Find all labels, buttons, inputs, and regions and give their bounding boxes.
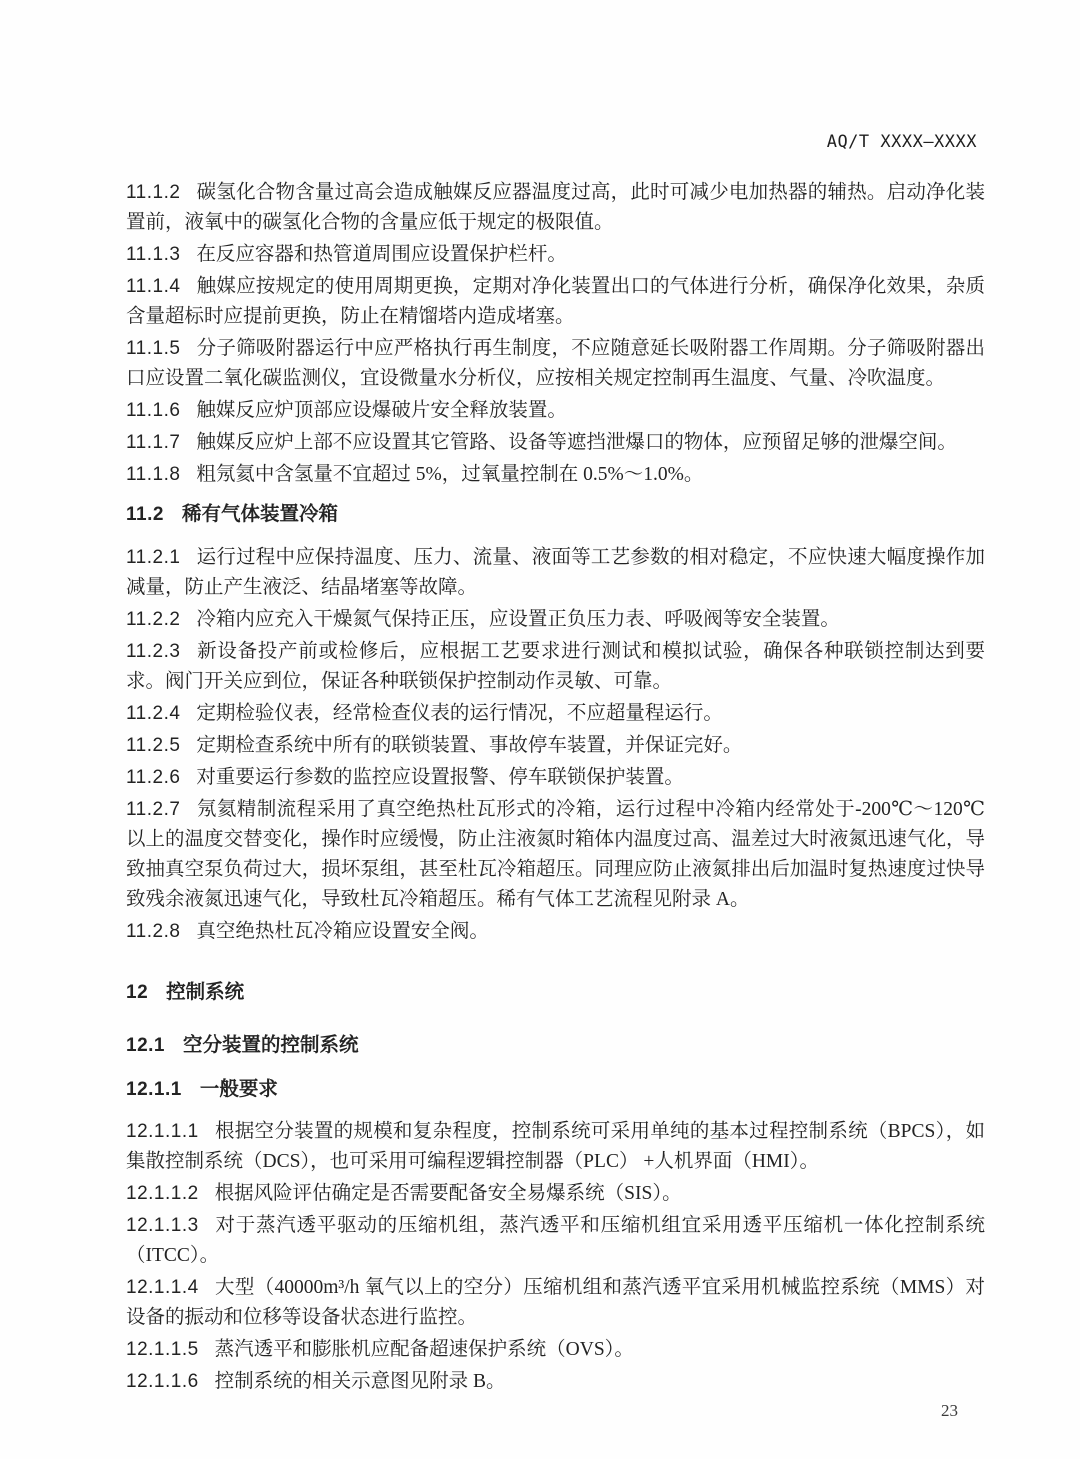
clause-text: 稀有气体装置冷箱 bbox=[181, 503, 338, 525]
section-heading bbox=[126, 1030, 985, 1061]
clause-text: 新设备投产前或检修后，应根据工艺要求进行测试和模拟试验，确保各种联锁控制达到要求。阀门开关应到位，保证各种联锁保护控制动作灵敏、可靠。 bbox=[126, 641, 985, 692]
clause-paragraph bbox=[126, 396, 985, 426]
document-header bbox=[126, 133, 977, 151]
clause-text: 根据风险评估确定是否需要配备安全易爆系统（SIS）。 bbox=[214, 1183, 682, 1204]
clause-text: 蒸汽透平和膨胀机应配备超速保护系统（OVS）。 bbox=[214, 1339, 634, 1360]
clause-text: 分子筛吸附器运行中应严格执行再生制度，不应随意延长吸附器工作周期。分子筛吸附器出口应设置二氧化碳监测仪，宜设微量水分析仪，应按相关规定控制再生温度、气量、冷吹温度。 bbox=[126, 338, 985, 389]
clause-text: 粗氖氦中含氢量不宜超过 5%，过氧量控制在 0.5%～1.0%。 bbox=[196, 464, 704, 485]
clause-text: 空分装置的控制系统 bbox=[182, 1034, 359, 1056]
clause-paragraph bbox=[126, 178, 985, 238]
clause-paragraph bbox=[126, 1117, 985, 1177]
clause-number: 11.1.7 bbox=[126, 432, 181, 453]
clause-paragraph bbox=[126, 1273, 985, 1333]
clause-text: 根据空分装置的规模和复杂程度，控制系统可采用单纯的基本过程控制系统（BPCS），如集散控制系统（DCS），也可采用可编程逻辑控制器（PLC） +人机界面（HMI）。 bbox=[126, 1121, 985, 1172]
clause-number: 11.2.8 bbox=[126, 921, 181, 942]
clause-paragraph bbox=[126, 334, 985, 394]
clause-number: 12.1.1.5 bbox=[126, 1339, 199, 1360]
clause-paragraph bbox=[126, 637, 985, 697]
clause-number: 11.1.4 bbox=[126, 276, 181, 297]
clause-text: 触媒应按规定的使用周期更换，定期对净化装置出口的气体进行分析，确保净化效果，杂质含量超标时应提前更换，防止在精馏塔内造成堵塞。 bbox=[126, 276, 985, 327]
page-number: 23 bbox=[941, 1401, 958, 1420]
clause-text: 控制系统 bbox=[166, 981, 245, 1003]
clause-text: 定期检验仪表，经常检查仪表的运行情况，不应超量程运行。 bbox=[196, 703, 723, 724]
clause-text: 控制系统的相关示意图见附录 B。 bbox=[214, 1371, 506, 1392]
clause-paragraph bbox=[126, 605, 985, 635]
clause-number: 11.2.7 bbox=[126, 799, 181, 820]
clause-paragraph bbox=[126, 428, 985, 458]
clause-number: 11.2.3 bbox=[126, 641, 181, 662]
clause-text: 触媒反应炉上部不应设置其它管路、设备等遮挡泄爆口的物体，应预留足够的泄爆空间。 bbox=[196, 432, 957, 453]
document-footer bbox=[941, 1401, 958, 1421]
clause-paragraph bbox=[126, 795, 985, 915]
standard-code: AQ/T XXXX—XXXX bbox=[826, 132, 977, 152]
clause-number: 11.1.3 bbox=[126, 244, 181, 265]
clause-number: 12.1.1.3 bbox=[126, 1215, 199, 1236]
clause-paragraph bbox=[126, 699, 985, 729]
clause-text: 氖氦精制流程采用了真空绝热杜瓦形式的冷箱，运行过程中冷箱内经常处于-200℃～120℃以上的温度交替变化，操作时应缓慢，防止注液氮时箱体内温度过高、温差过大时液氮迅速气化，导致抽真空泵负荷过大，损坏泵组，甚至杜瓦冷箱超压。同理应防止液氮排出后加温时复热速度过快导致残余液氮迅速气化，导致杜瓦冷箱超压。稀有气体工艺流程见附录 A。 bbox=[126, 799, 985, 910]
clause-number: 12.1 bbox=[126, 1035, 165, 1056]
clause-number: 12.1.1.4 bbox=[126, 1277, 199, 1298]
clause-text: 真空绝热杜瓦冷箱应设置安全阀。 bbox=[196, 921, 489, 942]
clause-text: 触媒反应炉顶部应设爆破片安全释放装置。 bbox=[196, 400, 567, 421]
clause-number: 11.1.8 bbox=[126, 464, 181, 485]
clause-paragraph bbox=[126, 543, 985, 603]
clause-number: 11.2 bbox=[126, 504, 164, 525]
clause-number: 12.1.1.1 bbox=[126, 1121, 199, 1142]
clause-text: 一般要求 bbox=[199, 1078, 278, 1100]
clause-paragraph bbox=[126, 731, 985, 761]
section-heading bbox=[126, 977, 985, 1008]
clause-text: 对重要运行参数的监控应设置报警、停车联锁保护装置。 bbox=[196, 767, 684, 788]
clause-number: 12.1.1 bbox=[126, 1079, 182, 1100]
clause-text: 定期检查系统中所有的联锁装置、事故停车装置，并保证完好。 bbox=[196, 735, 743, 756]
clause-paragraph bbox=[126, 1335, 985, 1365]
clause-number: 11.2.1 bbox=[126, 547, 181, 568]
clause-number: 11.2.4 bbox=[126, 703, 181, 724]
clause-text: 对于蒸汽透平驱动的压缩机组，蒸汽透平和压缩机组宜采用透平压缩机一体化控制系统（ITCC）。 bbox=[126, 1215, 985, 1266]
clause-text: 大型（40000m³/h 氧气以上的空分）压缩机组和蒸汽透平宜采用机械监控系统（MMS）对设备的振动和位移等设备状态进行监控。 bbox=[126, 1277, 985, 1328]
clause-paragraph bbox=[126, 1367, 985, 1397]
clause-paragraph bbox=[126, 917, 985, 947]
clause-number: 12 bbox=[126, 982, 149, 1003]
clause-number: 12.1.1.6 bbox=[126, 1371, 199, 1392]
clause-paragraph bbox=[126, 763, 985, 793]
clause-text: 碳氢化合物含量过高会造成触媒反应器温度过高，此时可减少电加热器的辅热。启动净化装置前，液氧中的碳氢化合物的含量应低于规定的极限值。 bbox=[126, 182, 985, 233]
clause-number: 11.2.6 bbox=[126, 767, 181, 788]
clause-text: 冷箱内应充入干燥氮气保持正压，应设置正负压力表、呼吸阀等安全装置。 bbox=[196, 609, 840, 630]
clause-text: 在反应容器和热管道周围应设置保护栏杆。 bbox=[196, 244, 567, 265]
clause-paragraph bbox=[126, 1179, 985, 1209]
section-heading bbox=[126, 499, 985, 530]
clause-paragraph bbox=[126, 460, 985, 490]
clause-paragraph bbox=[126, 1211, 985, 1271]
document-body bbox=[126, 178, 985, 1397]
clause-text: 运行过程中应保持温度、压力、流量、液面等工艺参数的相对稳定，不应快速大幅度操作加减量，防止产生液泛、结晶堵塞等故障。 bbox=[126, 547, 985, 598]
clause-number: 11.2.5 bbox=[126, 735, 181, 756]
clause-number: 11.1.6 bbox=[126, 400, 181, 421]
clause-number: 12.1.1.2 bbox=[126, 1183, 199, 1204]
clause-paragraph bbox=[126, 240, 985, 270]
clause-number: 11.1.2 bbox=[126, 182, 181, 203]
clause-paragraph bbox=[126, 272, 985, 332]
clause-number: 11.1.5 bbox=[126, 338, 181, 359]
clause-number: 11.2.2 bbox=[126, 609, 181, 630]
section-heading bbox=[126, 1074, 985, 1105]
